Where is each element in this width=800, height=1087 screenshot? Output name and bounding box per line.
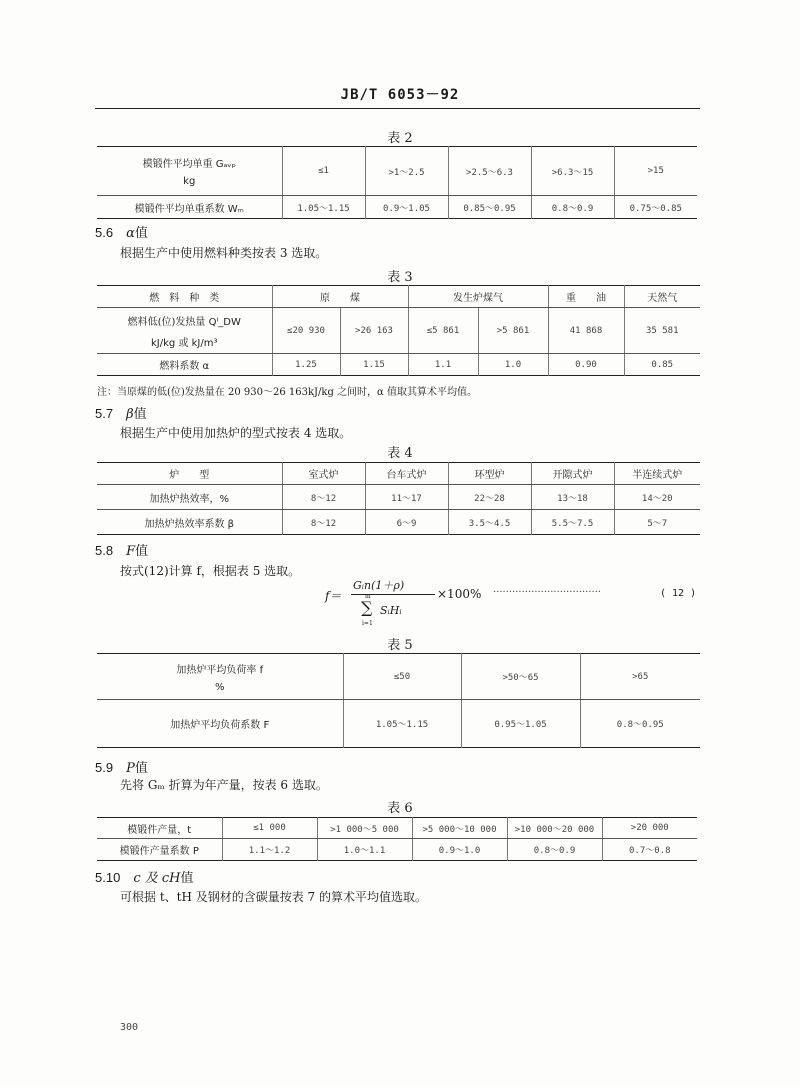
- table-cell: >6.3～15: [531, 147, 614, 196]
- table-cell: 5.5～7.5: [531, 510, 614, 535]
- table-cell: ≤1: [282, 147, 365, 196]
- section-5-10-text: 可根据 t、tH 及钢材的含碳量按表 7 的算术平均值选取。: [120, 890, 428, 904]
- table-cell: 13～18: [531, 485, 614, 510]
- table-cell: 0.9～1.0: [412, 839, 507, 861]
- table4-row1-label: 加热炉热效率，%: [97, 485, 282, 510]
- table-cell: 0.85～0.95: [448, 196, 531, 219]
- table3: [97, 285, 700, 376]
- table-header: 重 油: [548, 286, 624, 308]
- table-cell: 22～28: [448, 485, 531, 510]
- formula-lhs: f＝: [325, 589, 342, 603]
- table-cell: 1.25: [272, 354, 340, 376]
- table-cell: 41 868: [548, 308, 624, 354]
- table5: [97, 653, 700, 748]
- formula-12: [325, 576, 705, 636]
- formula-sum-top: m: [365, 593, 371, 600]
- formula-denominator: SᵢHᵢ: [380, 604, 402, 617]
- table-header: 天然气: [624, 286, 700, 308]
- table-header: 台车式炉: [365, 463, 448, 485]
- table-cell: 11～17: [365, 485, 448, 510]
- table-cell: 5～7: [647, 518, 668, 529]
- table-cell: 1.1: [408, 354, 478, 376]
- equation-number: ( 12 ): [660, 588, 697, 599]
- table-cell: 0.8～0.9: [507, 839, 602, 861]
- table6: [97, 817, 697, 861]
- table-cell: 0.8～0.9: [531, 196, 614, 219]
- table-cell: 14～20: [614, 485, 700, 510]
- table4: [97, 462, 700, 535]
- table-header: 原 煤: [272, 286, 408, 308]
- table-cell: 3.5～4.5: [448, 510, 531, 535]
- table3-note: 注：当原煤的低(位)发热量在 20 930～26 163kJ/kg 之间时，α 值取其算术平均值。: [97, 387, 477, 398]
- table-cell: 1.05～1.15: [343, 700, 461, 748]
- table6-row1-label: 模锻件产量，t: [97, 818, 222, 839]
- table6-caption: 表 6: [387, 801, 413, 816]
- table-cell: >15: [614, 147, 697, 196]
- table-cell: ≤1 000: [222, 818, 317, 839]
- table3-caption: 表 3: [387, 270, 413, 285]
- table5-caption: 表 5: [387, 638, 413, 653]
- section-5-8-text: 按式(12)计算 f，根据表 5 选取。: [120, 564, 301, 578]
- table-cell: 0.90: [548, 354, 624, 376]
- fraction-bar: [351, 594, 435, 595]
- table-cell: >5 000～10 000: [412, 818, 507, 839]
- table-header: 室式炉: [282, 463, 365, 485]
- table-cell: >65: [580, 654, 700, 700]
- table-cell: >20 000: [602, 818, 697, 839]
- table-cell: 1.15: [340, 354, 408, 376]
- document-header: JB/T 6053－92: [340, 87, 460, 103]
- table4-row2-label: 加热炉热效率系数 β: [97, 510, 282, 535]
- section-5-6-heading: 5.6 α值: [95, 225, 148, 241]
- table5-row2-label: 加热炉平均负荷系数 F: [97, 700, 343, 748]
- table-cell: >50～65: [461, 654, 580, 700]
- page-number: 300: [120, 1022, 139, 1033]
- table-cell: >5 861: [478, 308, 548, 354]
- section-5-9-text: 先将 Gₘ 折算为年产量，按表 6 选取。: [120, 778, 328, 792]
- section-5-8-heading: 5.8 F值: [95, 543, 149, 559]
- table-header: 发生炉煤气: [408, 286, 548, 308]
- table-header: 环型炉: [448, 463, 531, 485]
- table-cell: 0.7～0.8: [628, 846, 671, 856]
- formula-leader-dots: ··································: [493, 587, 602, 598]
- table2-caption: 表 2: [387, 131, 413, 146]
- table2-row2-label: 模锻件平均单重系数 Wₘ: [97, 196, 282, 219]
- formula-tail: ×100%: [437, 587, 482, 601]
- section-5-10-heading: 5.10 c 及 cH值: [95, 870, 194, 886]
- formula-numerator: Gᵢn(1＋ρ): [353, 579, 405, 592]
- table-cell: 0.8～0.95: [616, 720, 664, 730]
- section-5-6-text: 根据生产中使用燃料种类按表 3 选取。: [120, 246, 328, 260]
- table3-row2-label: 燃料系数 α: [97, 354, 272, 376]
- table-cell: 8～12: [282, 485, 365, 510]
- table-cell: >26 163: [340, 308, 408, 354]
- table5-row1-label: 加热炉平均负荷率 f %: [97, 654, 343, 700]
- table-cell: ≤20 930: [272, 308, 340, 354]
- table-cell: 35 581: [624, 308, 700, 354]
- table-cell: 0.95～1.05: [461, 700, 580, 748]
- table-cell: 8～12: [282, 510, 365, 535]
- header-rule: [95, 108, 700, 109]
- table2: [97, 146, 697, 219]
- table-cell: 6～9: [365, 510, 448, 535]
- table-cell: 1.1～1.2: [222, 839, 317, 861]
- table4-head-label: 炉 型: [97, 463, 282, 485]
- table-cell: ≤50: [343, 654, 461, 700]
- section-5-7-heading: 5.7 β值: [95, 406, 147, 422]
- table-cell: 0.85: [651, 359, 674, 370]
- table-cell: >1 000～5 000: [317, 818, 412, 839]
- section-5-9-heading: 5.9 P值: [95, 760, 148, 776]
- table-cell: 1.0: [478, 354, 548, 376]
- table-cell: 0.9～1.05: [365, 196, 448, 219]
- table3-row1-label: 燃料低(位)发热量 Qᴵ_DW kJ/kg 或 kJ/m³: [97, 308, 272, 354]
- formula-sum-bottom: i=1: [362, 620, 373, 627]
- table-cell: >1～2.5: [365, 147, 448, 196]
- section-5-7-text: 根据生产中使用加热炉的型式按表 4 选取。: [120, 426, 352, 440]
- table-header: 半连续式炉: [614, 463, 700, 485]
- table-cell: 0.75～0.85: [629, 203, 682, 214]
- table-cell: >2.5～6.3: [448, 147, 531, 196]
- table3-head-label: 燃 料 种 类: [97, 286, 272, 308]
- table4-caption: 表 4: [387, 446, 413, 461]
- table-cell: ≤5 861: [408, 308, 478, 354]
- table-cell: 1.05～1.15: [282, 196, 365, 219]
- formula-sum-symbol: ∑: [361, 598, 373, 617]
- table6-row2-label: 模锻件产量系数 P: [97, 839, 222, 861]
- table-cell: 1.0～1.1: [317, 839, 412, 861]
- table2-row1-label: 模锻件平均单重 Gₐᵥₚ kg: [97, 147, 282, 196]
- table-cell: >10 000～20 000: [507, 818, 602, 839]
- table-header: 开隙式炉: [531, 463, 614, 485]
